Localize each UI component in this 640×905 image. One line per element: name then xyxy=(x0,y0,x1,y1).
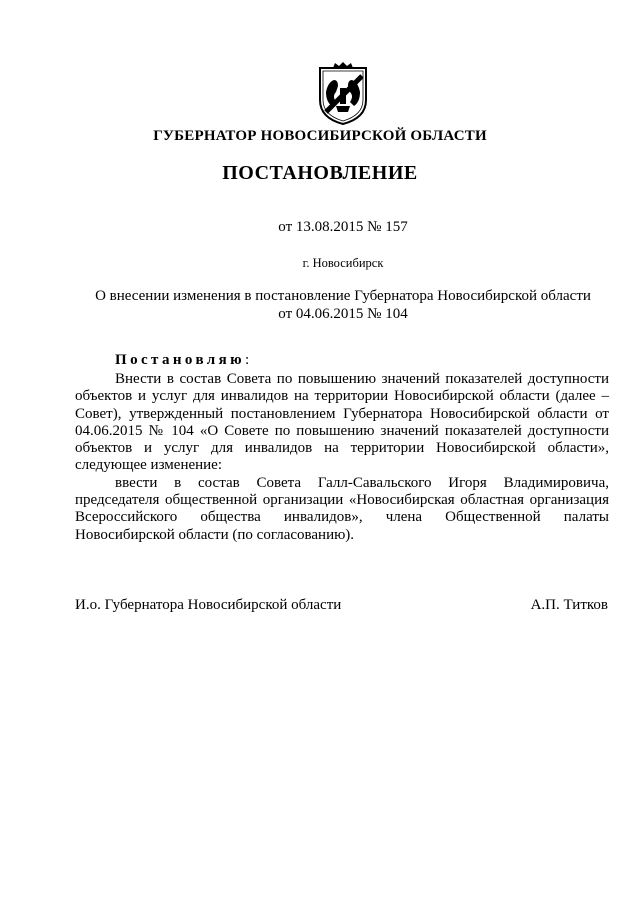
resolve-colon: : xyxy=(244,352,250,368)
decree-date-number: от 13.08.2015 № 157 xyxy=(278,219,408,235)
city-name: г. Новосибирск xyxy=(302,256,384,270)
novosibirsk-coat-of-arms-icon xyxy=(316,62,370,126)
resolve-heading xyxy=(115,352,249,369)
document-type: ПОСТАНОВЛЕНИЕ xyxy=(222,162,418,184)
signatory-name: А.П. Титков xyxy=(530,597,608,613)
decree-body xyxy=(75,371,609,544)
decree-subject xyxy=(46,287,640,323)
authority-title: ГУБЕРНАТОР НОВОСИБИРСКОЙ ОБЛАСТИ xyxy=(153,128,487,144)
body-paragraph-1: Внести в состав Совета по повышению значений показателей доступности объектов и услуг для инвалидов на территории Новосибирской области (далее – Совет), утвержденный постановлением Губернатора Новосибирской области от 04.06.2015 № 104 «О Совете по повышению значений показателей доступности объектов и услуг для инвалидов на территории Новосибирской области», следующее изменение: xyxy=(75,371,609,474)
resolve-word: Постановляю xyxy=(115,352,245,368)
body-paragraph-2: ввести в состав Совета Галл-Савальского Игоря Владимировича, председателя общественной организации «Новосибирская областная организация Всероссийского общества инвалидов», члена Общественной палаты Новосибирской области (по согласованию). xyxy=(75,474,609,543)
subject-line-2: от 04.06.2015 № 104 xyxy=(278,306,408,322)
signatory-position: И.о. Губернатора Новосибирской области xyxy=(75,597,342,613)
subject-line-1: О внесении изменения в постановление Губернатора Новосибирской области xyxy=(95,288,591,304)
